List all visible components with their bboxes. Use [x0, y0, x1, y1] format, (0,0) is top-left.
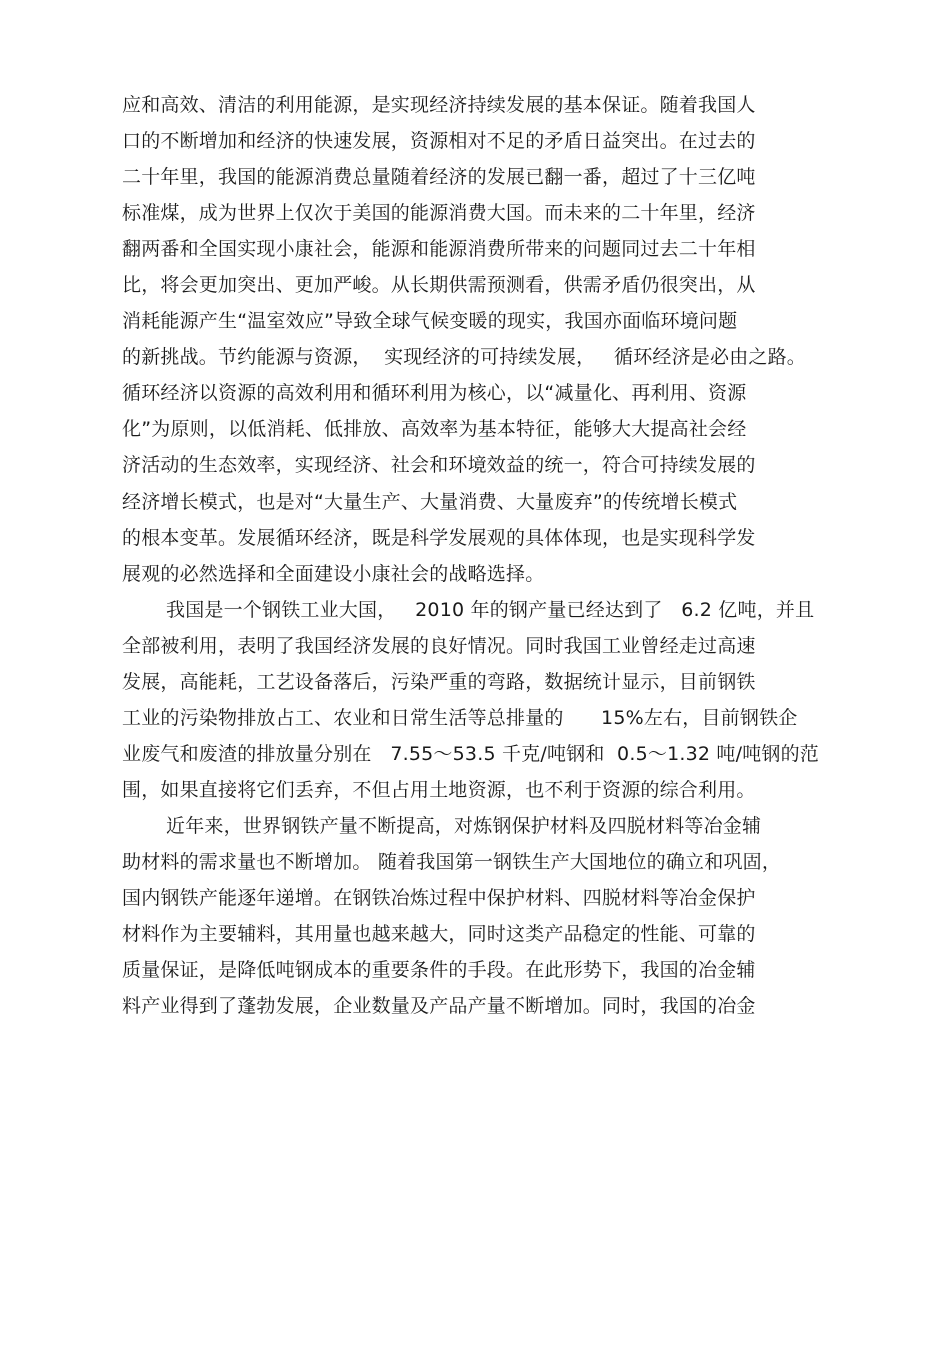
text-line: 近年来，世界钢铁产量不断提高，对炼钢保护材料及四脱材料等冶金辅 [166, 814, 762, 837]
text-line: 的根本变革。发展循环经济，既是科学发展观的具体体现，也是实现科学发 [122, 526, 756, 549]
paragraph-steel-industry [122, 592, 872, 808]
text-line: 标准煤，成为世界上仅次于美国的能源消费大国。而未来的二十年里，经济 [122, 202, 756, 225]
text-line: 济活动的生态效率，实现经济、社会和环境效益的统一，符合可持续发展的 [122, 454, 756, 477]
text-line: 料产业得到了蓬勃发展，企业数量及产品产量不断增加。同时，我国的冶金 [122, 995, 756, 1018]
paragraph-energy-circular-economy [122, 87, 872, 592]
text-line: 业废气和废渣的排放量分别在 7.55～53.5 千克/吨钢和 0.5～1.32 吨/吨钢的范 [122, 742, 820, 765]
text-line: 质量保证，是降低吨钢成本的重要条件的手段。在此形势下，我国的冶金辅 [122, 959, 756, 982]
text-line: 全部被利用，表明了我国经济发展的良好情况。同时我国工业曾经走过高速 [122, 634, 756, 657]
text-line: 发展，高能耗，工艺设备落后，污染严重的弯路，数据统计显示，目前钢铁 [122, 670, 756, 693]
text-line: 的新挑战。节约能源与资源， 实现经济的可持续发展， 循环经济是必由之路。 [122, 346, 806, 369]
text-line: 围，如果直接将它们丢弃，不但占用土地资源，也不利于资源的综合利用。 [122, 778, 756, 801]
text-line: 比，将会更加突出、更加严峻。从长期供需预测看，供需矛盾仍很突出，从 [122, 274, 756, 297]
text-line: 翻两番和全国实现小康社会，能源和能源消费所带来的问题同过去二十年相 [122, 238, 756, 261]
text-line: 材料作为主要辅料，其用量也越来越大，同时这类产品稳定的性能、可靠的 [122, 923, 756, 946]
text-line: 展观的必然选择和全面建设小康社会的战略选择。 [122, 562, 545, 585]
text-line: 消耗能源产生“温室效应”导致全球气候变暖的现实，我国亦面临环境问题 [122, 310, 738, 333]
text-line: 助材料的需求量也不断增加。 随着我国第一钢铁生产大国地位的确立和巩固， [122, 850, 782, 873]
text-line: 国内钢铁产能逐年递增。在钢铁冶炼过程中保护材料、四脱材料等冶金保护 [122, 887, 756, 910]
text-line: 化”为原则，以低消耗、低排放、高效率为基本特征，能够大大提高社会经 [122, 418, 747, 441]
text-line: 口的不断增加和经济的快速发展，资源相对不足的矛盾日益突出。在过去的 [122, 130, 756, 153]
text-line: 经济增长模式，也是对“大量生产、大量消费、大量废弃”的传统增长模式 [122, 490, 738, 513]
text-line: 我国是一个钢铁工业大国， 2010 年的钢产量已经达到了 6.2 亿吨，并且 [166, 598, 815, 621]
paragraph-metallurgical-materials [122, 808, 872, 1024]
text-line: 工业的污染物排放占工、农业和日常生活等总排量的 15%左右，目前钢铁企 [122, 706, 798, 729]
document-body [122, 87, 872, 1024]
text-line: 二十年里，我国的能源消费总量随着经济的发展已翻一番，超过了十三亿吨 [122, 166, 756, 189]
text-line: 循环经济以资源的高效利用和循环利用为核心，以“减量化、再利用、资源 [122, 382, 747, 405]
text-line: 应和高效、清洁的利用能源，是实现经济持续发展的基本保证。随着我国人 [122, 94, 756, 116]
